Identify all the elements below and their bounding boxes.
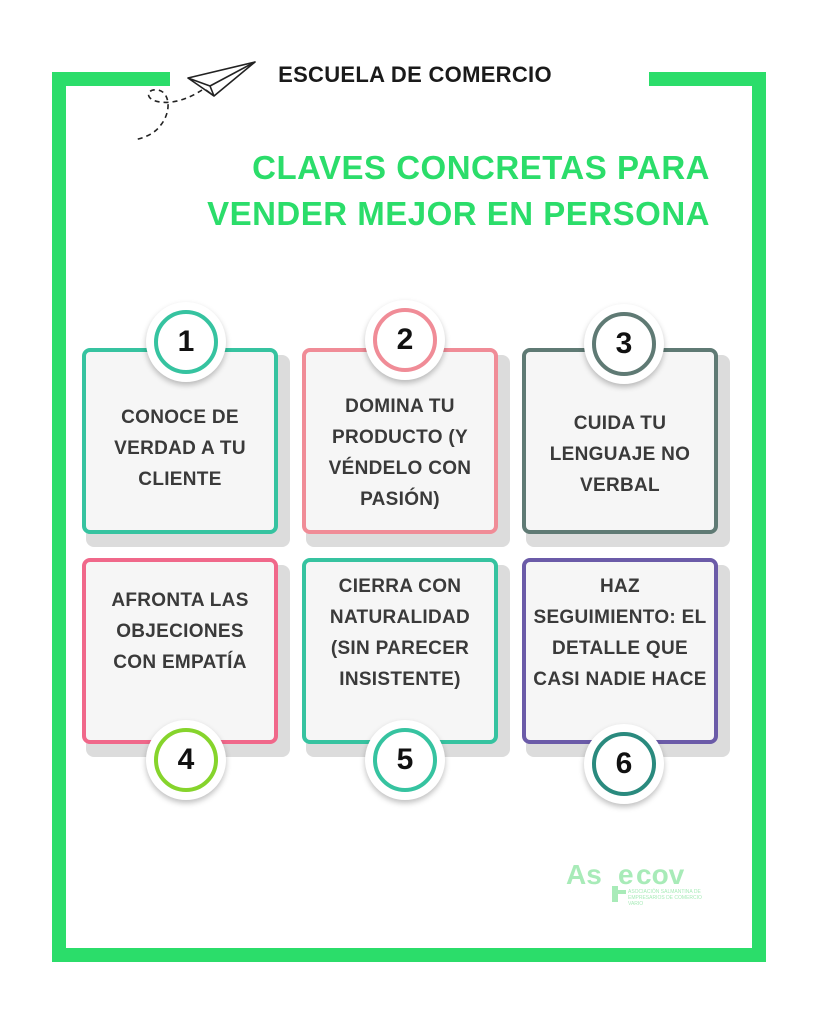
asecov-logo bbox=[566, 856, 716, 906]
svg-text:As: As bbox=[566, 859, 602, 890]
tip-text-1: CONOCE DE VERDAD A TU CLIENTE bbox=[114, 406, 246, 490]
number-badge-3 bbox=[584, 304, 664, 384]
tip-card-4 bbox=[82, 558, 278, 744]
tip-text-3: CUIDA TU LENGUAJE NO VERBAL bbox=[549, 412, 691, 496]
frame-top-right bbox=[649, 72, 766, 86]
svg-text:cov: cov bbox=[636, 859, 685, 890]
number-badge-6 bbox=[584, 724, 664, 804]
number-badge-5 bbox=[365, 720, 445, 800]
main-title bbox=[180, 145, 710, 237]
number-ring-3: 3 bbox=[592, 312, 656, 376]
paper-plane-icon bbox=[130, 58, 265, 150]
school-header: ESCUELA DE COMERCIO bbox=[278, 62, 552, 87]
logo-subtitle: ASOCIACIÓN SALMANTINA DE EMPRESARIOS DE COMERCIO VARIO bbox=[628, 889, 702, 907]
tip-text-5: CIERRA CON NATURALIDAD (SIN PARECER INSISTENTE) bbox=[329, 576, 471, 690]
frame-bottom bbox=[52, 948, 766, 962]
number-ring-6: 6 bbox=[592, 732, 656, 796]
number-badge-1 bbox=[146, 302, 226, 382]
title-line-1: CLAVES CONCRETAS PARA bbox=[252, 149, 710, 186]
number-badge-4 bbox=[146, 720, 226, 800]
number-ring-2: 2 bbox=[373, 308, 437, 372]
number-ring-4: 4 bbox=[154, 728, 218, 792]
tip-card-5 bbox=[302, 558, 498, 744]
frame-right bbox=[752, 72, 766, 962]
title-line-2: VENDER MEJOR EN PERSONA bbox=[207, 195, 710, 232]
frame-left bbox=[52, 72, 66, 962]
tip-card-6 bbox=[522, 558, 718, 744]
tip-text-4: AFRONTA LAS OBJECIONES CON EMPATÍA bbox=[111, 589, 249, 673]
tip-text-2: DOMINA TU PRODUCTO (Y VÉNDELO CON PASIÓN) bbox=[328, 396, 472, 510]
number-ring-5: 5 bbox=[373, 728, 437, 792]
number-ring-1: 1 bbox=[154, 310, 218, 374]
number-badge-2 bbox=[365, 300, 445, 380]
tip-text-6: HAZ SEGUIMIENTO: EL DETALLE QUE CASI NADIE HACE bbox=[533, 576, 707, 690]
svg-text:e: e bbox=[618, 859, 634, 890]
